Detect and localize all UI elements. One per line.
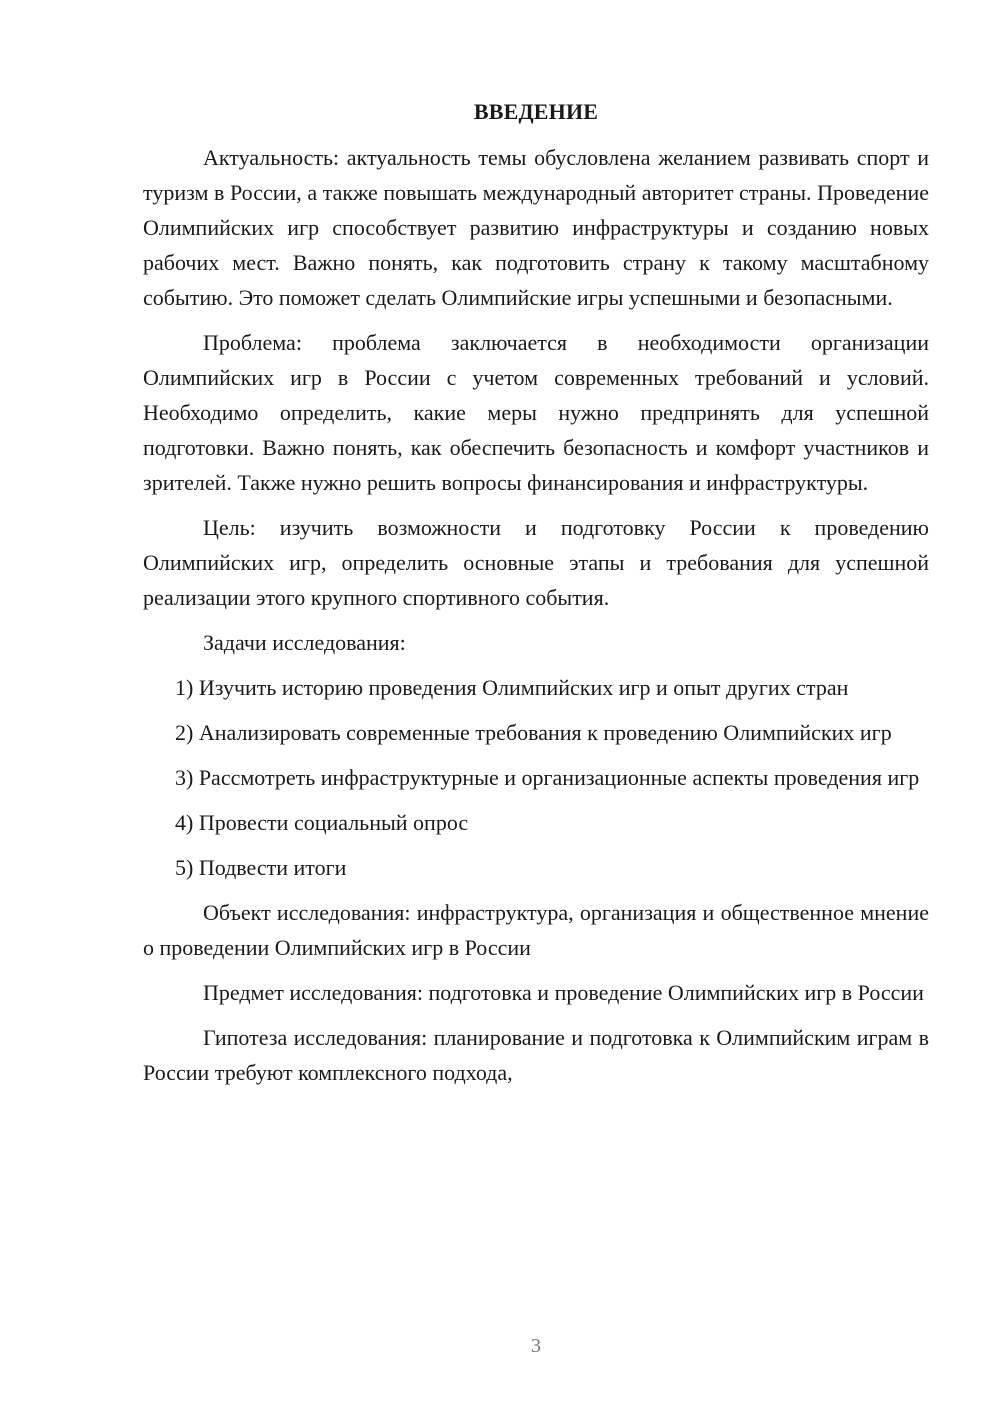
page-content (143, 94, 929, 1100)
section-title: ВВЕДЕНИЕ (473, 99, 599, 124)
task-item-3: 3) Рассмотреть инфраструктурные и организационные аспекты проведения игр (175, 765, 920, 790)
problem-paragraph: Проблема: проблема заключается в необходимости организации Олимпийских игр в России с учетом современных требований и условий. Необходимо определить, какие меры нужно предпринять для успешной подготовки. Важно понять, как обеспечить безопасность и комфорт участников и зрителей. Также нужно решить вопросы финансирования и инфраструктуры. (143, 330, 929, 495)
task-item-5: 5) Подвести итоги (175, 855, 347, 880)
relevance-paragraph: Актуальность: актуальность темы обусловлена желанием развивать спорт и туризм в России, а также повышать международный авторитет страны. Проведение Олимпийских игр способствует развитию инфраструктуры и созданию новых рабочих мест. Важно понять, как подготовить страну к такому масштабному событию. Это поможет сделать Олимпийские игры успешными и безопасными. (143, 145, 929, 310)
task-item-2: 2) Анализировать современные требования к проведению Олимпийских игр (175, 720, 892, 745)
object-paragraph: Объект исследования: инфраструктура, организация и общественное мнение о проведении Олимпийских игр в России (143, 900, 929, 960)
goal-paragraph: Цель: изучить возможности и подготовку России к проведению Олимпийских игр, определить основные этапы и требования для успешной реализации этого крупного спортивного события. (143, 515, 929, 610)
tasks-heading: Задачи исследования: (203, 630, 406, 655)
subject-paragraph: Предмет исследования: подготовка и проведение Олимпийских игр в России (203, 980, 924, 1005)
page-number: 3 (531, 1335, 541, 1357)
task-item-4: 4) Провести социальный опрос (175, 810, 469, 835)
hypothesis-paragraph: Гипотеза исследования: планирование и подготовка к Олимпийским играм в России требуют комплексного подхода, (143, 1025, 929, 1085)
task-item-1: 1) Изучить историю проведения Олимпийских игр и опыт других стран (175, 675, 849, 700)
